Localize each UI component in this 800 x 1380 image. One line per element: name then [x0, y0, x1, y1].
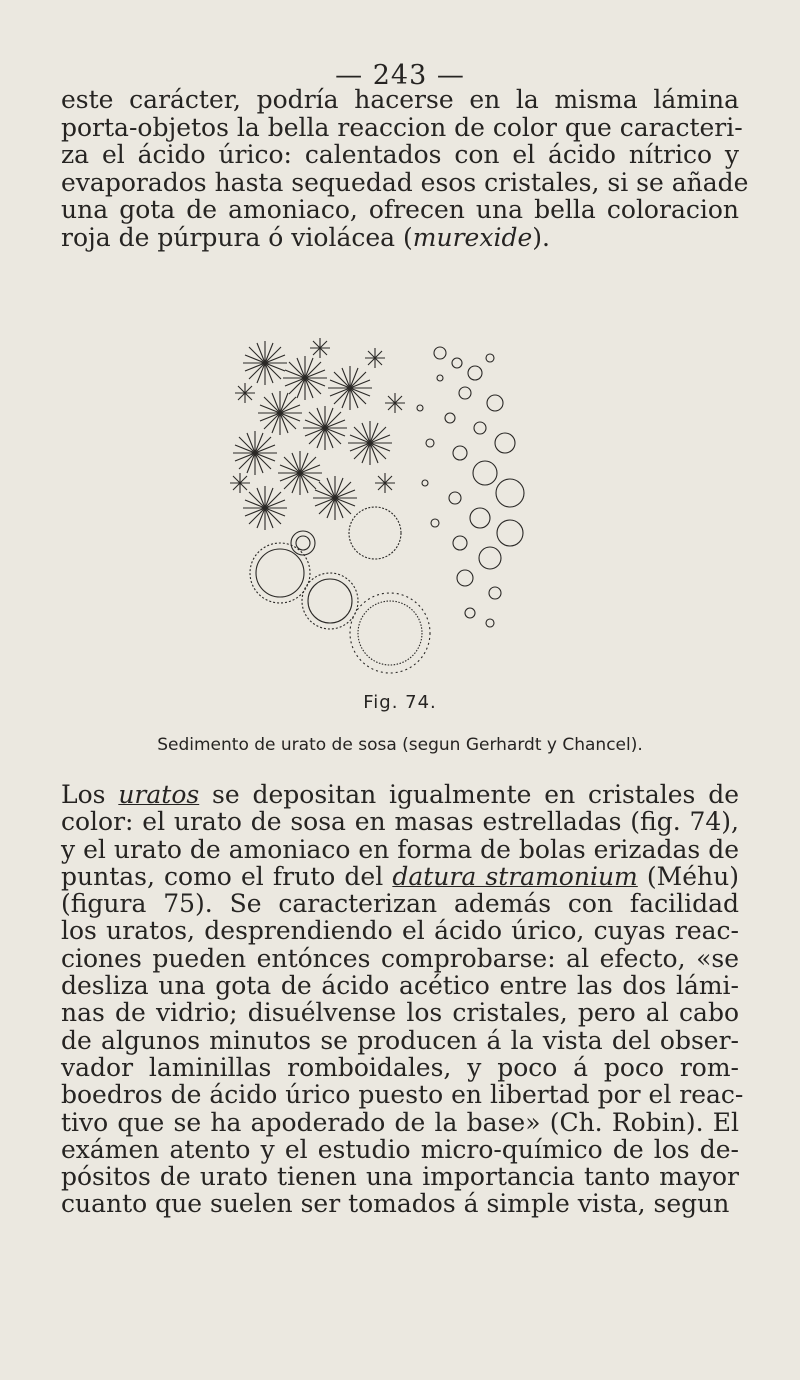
text-line: [61, 224, 739, 252]
text-line: pósitos de urato tienen una importancia tanto mayor: [61, 1162, 739, 1192]
text-line: vador laminillas romboidales, y poco á poco rom-: [61, 1052, 739, 1082]
urate-sediment-illustration: [225, 333, 525, 679]
text-line: porta-objetos la bella reaccion de color que caracteri-: [61, 112, 743, 142]
paragraph-2: [61, 780, 744, 1219]
italic-term-murexide: murexide: [412, 222, 533, 252]
text-fragment: roja de púrpura ó violácea (: [61, 222, 413, 252]
text-line: desliza una gota de ácido acético entre las dos lámi-: [61, 971, 739, 1001]
text-line: (figura 75). Se caracterizan además con facilidad: [61, 889, 739, 919]
text-line: tivo que se ha apoderado de la base» (Ch. Robin). El: [61, 1107, 739, 1137]
text-line: evaporados hasta sequedad esos cristales, si se añade: [61, 167, 749, 197]
text-line: ciones pueden entónces comprobarse: al efecto, «se: [61, 943, 739, 973]
text-line: za el ácido úrico: calentados con el ácido nítrico y: [61, 140, 739, 169]
text-fragment: se depositan igualmente en cristales de: [199, 780, 739, 809]
page-number: — 243 —: [335, 60, 465, 91]
text-line: [61, 781, 739, 808]
paragraph-1: [61, 85, 749, 252]
text-fragment: Los: [61, 780, 119, 809]
text-line: de algunos minutos se producen á la vista del obser-: [61, 1025, 739, 1055]
text-line: boedros de ácido úrico puesto en libertad por el reac-: [61, 1080, 744, 1110]
italic-term-datura: datura stramonium: [392, 861, 638, 891]
text-line: y el urato de amoniaco en forma de bolas erizadas de: [61, 834, 739, 864]
text-line: color: el urato de sosa en masas estrelladas (fig. 74),: [61, 807, 739, 837]
text-line: los uratos, desprendiendo el ácido úrico, cuyas reac-: [61, 916, 739, 946]
text-fragment: ).: [532, 222, 550, 252]
text-fragment: puntas, como el fruto del: [61, 861, 393, 891]
text-line: una gota de amoniaco, ofrecen una bella coloracion: [61, 195, 739, 224]
text-fragment: (Méhu): [637, 861, 739, 891]
figure-label: Fig. 74.: [363, 692, 437, 713]
figure-caption: Sedimento de urato de sosa (segun Gerhardt y Chancel).: [157, 735, 643, 755]
text-line: nas de vidrio; disuélvense los cristales, pero al cabo: [61, 998, 739, 1028]
text-line: exámen atento y el estudio micro-químico de los de-: [61, 1134, 739, 1164]
text-line: este carácter, podría hacerse en la misma lámina: [61, 85, 739, 114]
text-line: cuanto que suelen ser tomados á simple vista, segun: [61, 1189, 730, 1219]
italic-term-uratos: uratos: [118, 780, 200, 809]
text-line: [61, 863, 739, 890]
